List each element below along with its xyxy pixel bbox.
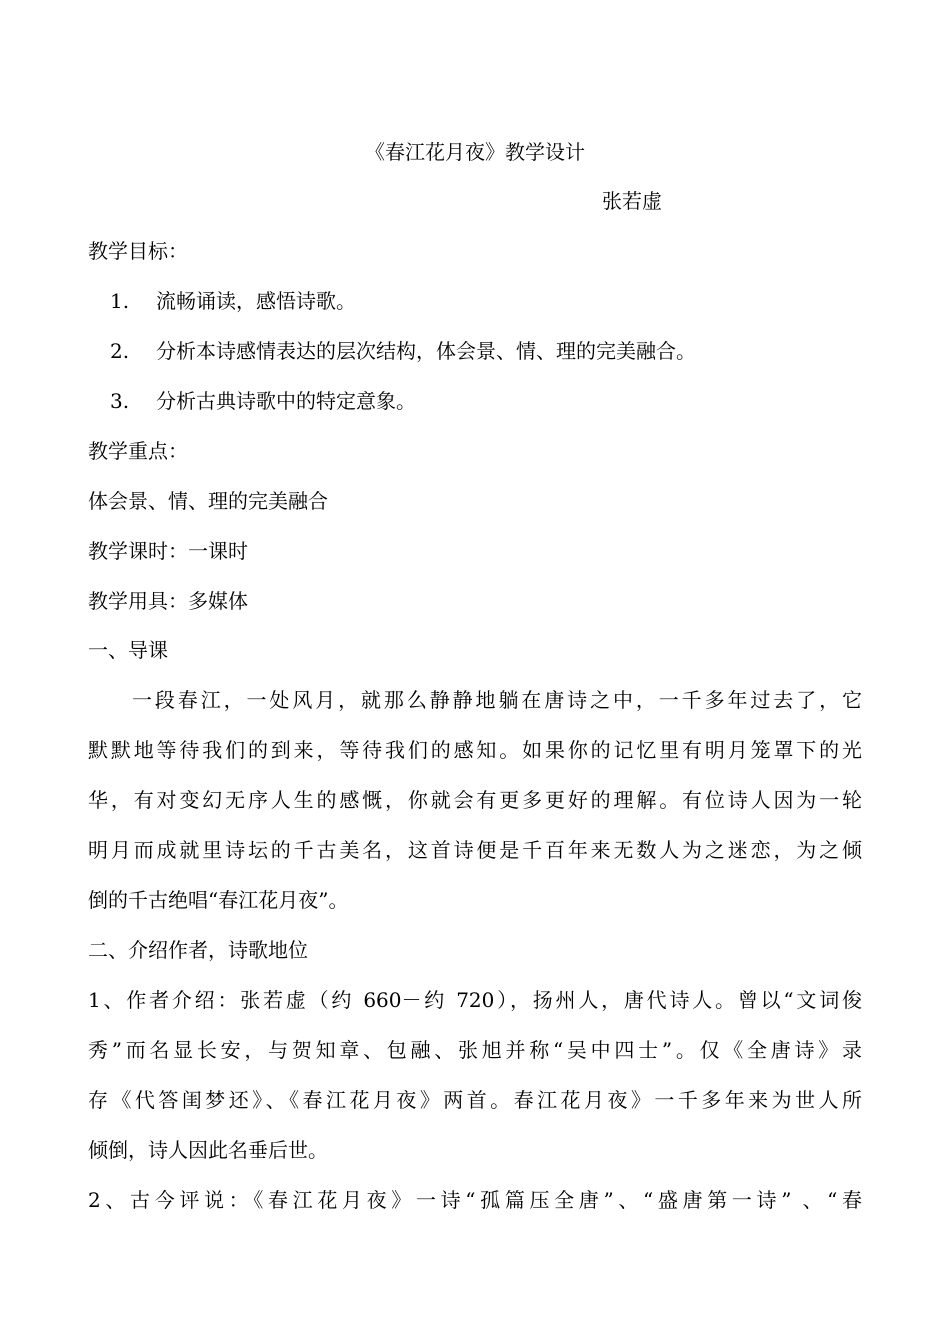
goal-item xyxy=(110,287,356,315)
author-name: 张若虚 xyxy=(602,189,662,213)
teaching-tools: 教学用具：多媒体 xyxy=(88,589,248,613)
goal-number: 1. xyxy=(110,289,130,313)
author-intro-line: 秀”而名显长安，与贺知章、包融、张旭并称“吴中四士”。仅《全唐诗》录 xyxy=(88,1038,862,1062)
goal-number: 3. xyxy=(110,389,130,413)
class-hours: 教学课时：一课时 xyxy=(88,539,248,563)
goal-text: 分析古典诗歌中的特定意象。 xyxy=(156,389,416,413)
intro-paragraph-line: 明月而成就里诗坛的千古美名，这首诗便是千百年来无数人为之迷恋，为之倾 xyxy=(88,838,862,862)
goal-item xyxy=(110,337,696,365)
intro-paragraph-line: 一段春江，一处风月，就那么静静地躺在唐诗之中，一千多年过去了，它 xyxy=(132,688,862,712)
section-heading-intro: 一、导课 xyxy=(88,638,168,662)
focus-heading: 教学重点： xyxy=(88,439,188,463)
intro-paragraph-line: 倒的千古绝唱“春江花月夜”。 xyxy=(88,888,349,912)
author-intro-line: 1、作者介绍：张若虚（约 660－约 720），扬州人，唐代诗人。曾以“文词俊 xyxy=(88,988,862,1012)
author-intro-line: 存《代答闺梦还》、《春江花月夜》两首。春江花月夜》一千多年来为世人所 xyxy=(88,1088,862,1112)
author-intro-line: 倾倒，诗人因此名垂后世。 xyxy=(88,1138,328,1162)
goals-heading: 教学目标： xyxy=(88,239,188,263)
focus-text: 体会景、情、理的完美融合 xyxy=(88,489,328,513)
intro-paragraph-line: 默默地等待我们的到来，等待我们的感知。如果你的记忆里有明月笼罩下的光 xyxy=(88,738,862,762)
intro-paragraph-line: 华，有对变幻无序人生的感慨，你就会有更多更好的理解。有位诗人因为一轮 xyxy=(88,788,862,812)
goal-text: 分析本诗感情表达的层次结构，体会景、情、理的完美融合。 xyxy=(156,339,696,363)
comment-line: 2、古今评说：《春江花月夜》一诗“孤篇压全唐”、“盛唐第一诗” 、“春 xyxy=(88,1188,862,1212)
goal-text: 流畅诵读，感悟诗歌。 xyxy=(156,289,356,313)
goal-item xyxy=(110,387,416,415)
document-title: 《春江花月夜》教学设计 xyxy=(365,140,585,164)
section-heading-author: 二、介绍作者，诗歌地位 xyxy=(88,938,308,962)
goal-number: 2. xyxy=(110,339,130,363)
